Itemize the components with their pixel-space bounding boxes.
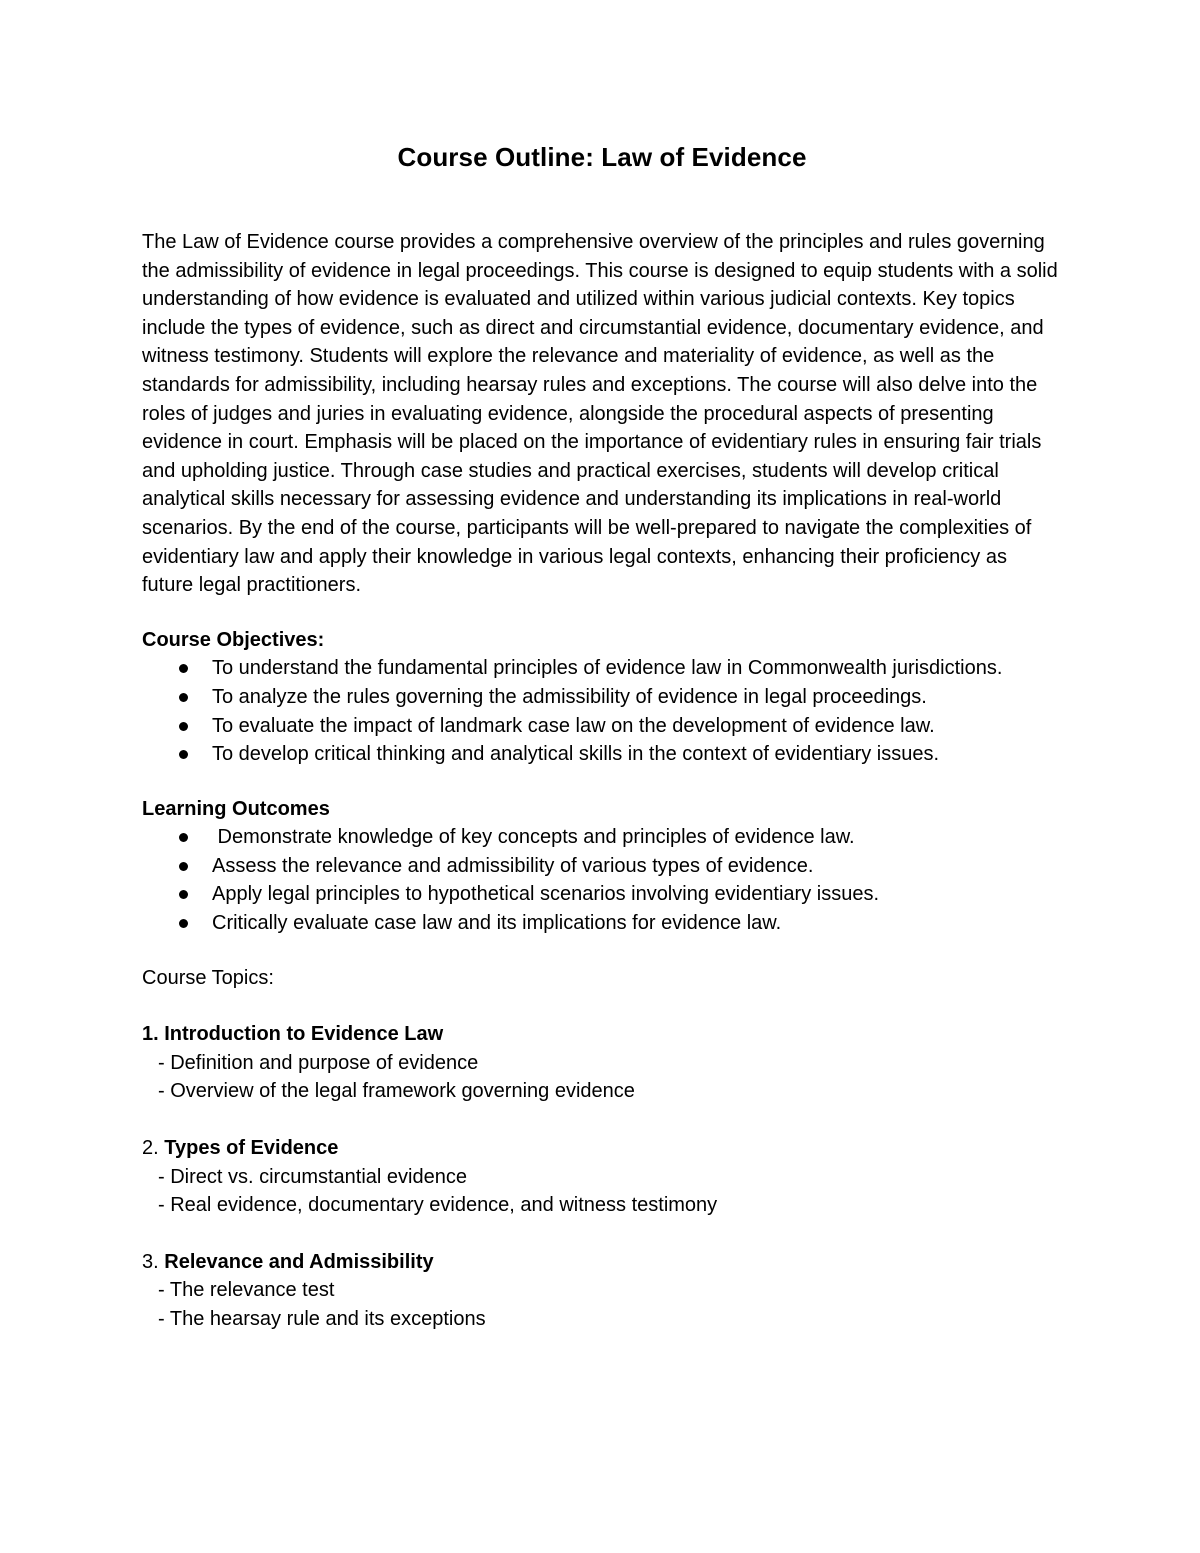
bullet-icon	[179, 722, 188, 731]
document-page	[142, 138, 1062, 1362]
list-item	[142, 683, 1062, 712]
bullet-icon	[179, 664, 188, 673]
topic-heading	[142, 1248, 1062, 1277]
list-item-text: Critically evaluate case law and its implications for evidence law.	[212, 912, 782, 935]
topic-subitem: - Definition and purpose of evidence	[158, 1051, 479, 1074]
intro-paragraph: The Law of Evidence course provides a comprehensive overview of the principles and rules governing the admissibility of evidence in legal proceedings. This course is designed to equip students with a solid understanding of how evidence is evaluated and utilized within various judicial contexts. Key topics include the types of evidence, such as direct and circumstantial evidence, documentary evidence, and witness testimony. Students will explore the relevance and materiality of evidence, as well as the standards for admissibility, including hearsay rules and exceptions. The course will also delve into the roles of judges and juries in evaluating evidence, alongside the procedural aspects of presenting evidence in court. Emphasis will be placed on the importance of evidentiary rules in ensuring fair trials and upholding justice. Through case studies and practical exercises, students will develop critical analytical skills necessary for assessing evidence and understanding its implications in real-world scenarios. By the end of the course, participants will be well-prepared to navigate the complexities of evidentiary law and apply their knowledge in various legal contexts, enhancing their proficiency as future legal practitioners.	[142, 231, 1058, 597]
topic-heading	[142, 1020, 1062, 1049]
topic-block	[142, 1248, 1062, 1334]
bullet-icon	[179, 862, 188, 871]
topic-name: Relevance and Admissibility	[164, 1250, 434, 1273]
section-spacer	[142, 992, 1062, 1020]
topic-subitem: - Overview of the legal framework governing evidence	[158, 1080, 635, 1103]
topic-subitem: - The relevance test	[158, 1279, 335, 1302]
list-item	[142, 654, 1062, 683]
list-item	[142, 852, 1062, 881]
topic-subitem: - The hearsay rule and its exceptions	[158, 1308, 486, 1330]
topic-number: 1.	[142, 1023, 159, 1046]
topic-subitem: - Direct vs. circumstantial evidence	[158, 1165, 467, 1188]
bullet-icon	[179, 919, 188, 928]
bullet-icon	[179, 833, 188, 842]
objectives-heading: Course Objectives:	[142, 628, 325, 651]
list-item-text: To understand the fundamental principles of evidence law in Commonwealth jurisdictions.	[212, 657, 1003, 680]
list-item	[142, 823, 1062, 852]
list-item-text: To develop critical thinking and analytical skills in the context of evidentiary issues.	[212, 743, 940, 766]
topics-heading: Course Topics:	[142, 966, 274, 989]
list-item-text: To analyze the rules governing the admissibility of evidence in legal proceedings.	[212, 685, 927, 708]
topic-number: 3.	[142, 1250, 159, 1273]
bullet-icon	[179, 750, 188, 759]
topic-name: Introduction to Evidence Law	[164, 1023, 444, 1046]
list-item	[142, 712, 1062, 741]
topics-section	[142, 964, 1062, 1334]
list-item-text: Apply legal principles to hypothetical scenarios involving evidentiary issues.	[212, 883, 880, 906]
topic-name: Types of Evidence	[164, 1137, 339, 1160]
list-item-text: Demonstrate knowledge of key concepts and principles of evidence law.	[212, 826, 855, 849]
topic-subitem: - Real evidence, documentary evidence, and witness testimony	[158, 1194, 718, 1217]
list-item	[142, 909, 1062, 938]
topic-block	[142, 1134, 1062, 1220]
outcomes-list	[142, 823, 1062, 937]
document-title: Course Outline: Law of Evidence	[397, 142, 807, 172]
list-item-text: To evaluate the impact of landmark case law on the development of evidence law.	[212, 714, 935, 737]
list-item-text: Assess the relevance and admissibility of various types of evidence.	[212, 854, 814, 877]
bullet-icon	[179, 693, 188, 702]
list-item	[142, 740, 1062, 769]
bullet-icon	[179, 890, 188, 899]
outcomes-section	[142, 795, 1062, 938]
list-item	[142, 880, 1062, 909]
objectives-list	[142, 654, 1062, 768]
outcomes-heading: Learning Outcomes	[142, 797, 330, 820]
topic-block	[142, 1020, 1062, 1106]
topic-number: 2.	[142, 1137, 159, 1160]
topic-heading	[142, 1134, 1062, 1163]
objectives-section	[142, 626, 1062, 769]
